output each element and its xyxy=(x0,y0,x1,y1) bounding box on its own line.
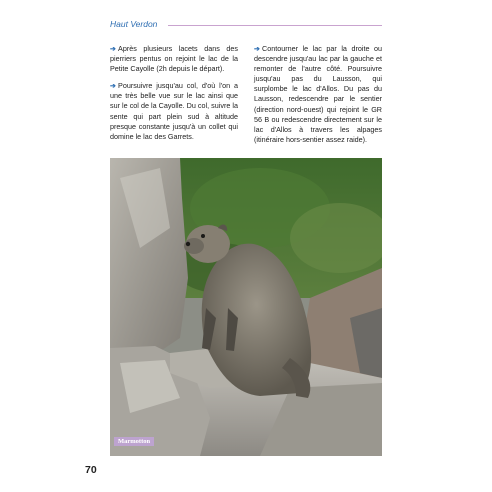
paragraph-text: Poursuivre jusqu'au col, d'où l'on a une très belle vue sur le lac ainsi que sur le col de la Cayolle. Du col, suivre la sente qui part plein sud à altitude presque constante jusqu'à un collet qui domine le lac des Garrets. xyxy=(110,81,238,141)
paragraph-text: Après plusieurs lacets dans des pierriers pentus on rejoint le lac de la Petite Cayolle (2h depuis le départ). xyxy=(110,44,238,74)
text-column-left xyxy=(110,44,238,149)
paragraph xyxy=(254,44,382,145)
header-rule xyxy=(168,25,382,26)
paragraph xyxy=(110,44,238,74)
page-number: 70 xyxy=(85,464,97,476)
marmot-illustration xyxy=(110,158,382,456)
arrow-right-icon: ➔ xyxy=(110,44,117,53)
text-column-right xyxy=(254,44,382,152)
arrow-right-icon: ➔ xyxy=(110,81,117,91)
marmot-photo xyxy=(110,158,382,456)
paragraph-text: Contourner le lac par la droite ou descendre jusqu'au lac par la gauche et remonter de l'autre côté. Poursuivre jusqu'au pas du Lausson, qui surplombe le lac d'Allos. Du pas du Lausson, redescendre par le sentier (direction nord-ouest) qui rejoint le GR 56 B ou redescendre directement sur le lac d'Allos à travers les alpages (itinéraire hors-sentier assez raide). xyxy=(254,44,382,144)
arrow-right-icon: ➔ xyxy=(254,44,261,53)
header-title: Haut Verdon xyxy=(110,19,158,29)
paragraph xyxy=(110,81,238,142)
running-header xyxy=(110,19,382,33)
photo-caption: Marmotton xyxy=(114,437,154,446)
